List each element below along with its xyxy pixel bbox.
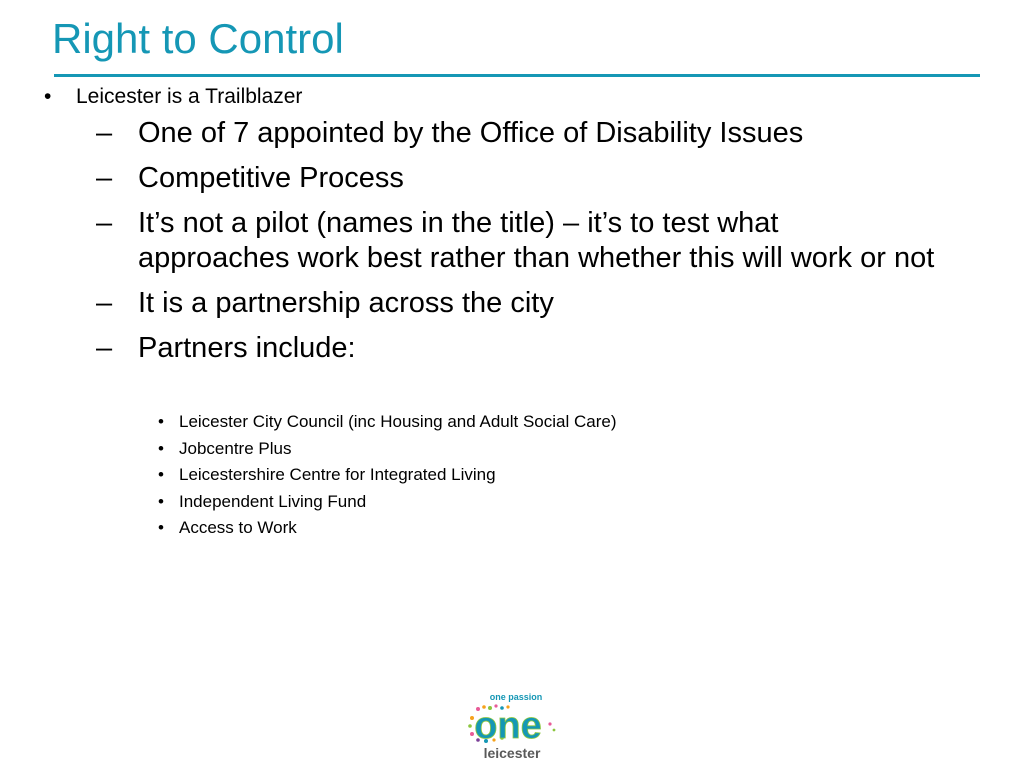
- dash-marker: –: [96, 287, 113, 319]
- bullet-marker: •: [158, 412, 164, 431]
- sub-point-text: It’s not a pilot (names in the title) – it’s to test what approaches work best rather than whether this will work or not: [138, 207, 935, 274]
- logo-city: leicester: [483, 745, 541, 761]
- dash-marker: –: [96, 117, 113, 149]
- sub-point-text: It is a partnership across the city: [138, 287, 554, 319]
- dash-marker: –: [96, 332, 113, 364]
- partner-item: [0, 516, 1024, 540]
- sub-point: [0, 161, 1024, 196]
- partner-item: [0, 490, 1024, 514]
- slide-title: Right to Control: [52, 15, 344, 62]
- logo-word: one: [474, 705, 542, 747]
- partner-text: Jobcentre Plus: [179, 438, 292, 458]
- partner-text: Leicester City Council (inc Housing and Adult Social Care): [179, 412, 617, 431]
- logo-tagline: one passion: [489, 692, 543, 702]
- partner-text: Access to Work: [179, 518, 297, 537]
- partner-item: [0, 410, 1024, 434]
- sub-point-text: Competitive Process: [138, 162, 404, 194]
- partner-item: [0, 463, 1024, 487]
- partner-item: [0, 437, 1024, 461]
- bullet-marker: •: [158, 491, 164, 511]
- main-bullet-text: Leicester is a Trailblazer: [76, 85, 303, 108]
- dash-marker: –: [96, 207, 113, 239]
- partner-text: Independent Living Fund: [179, 491, 367, 511]
- title-divider: [54, 74, 980, 77]
- bullet-marker: •: [44, 85, 52, 108]
- partner-list: [0, 410, 1024, 543]
- bullet-marker: •: [158, 518, 164, 537]
- sub-point: [0, 116, 1024, 151]
- sub-point: [0, 286, 1024, 321]
- sub-point: [0, 331, 1024, 366]
- sub-point-text: One of 7 appointed by the Office of Disability Issues: [138, 117, 804, 149]
- partner-text: Leicestershire Centre for Integrated Living: [179, 465, 496, 484]
- one-leicester-logo: [458, 688, 562, 764]
- bullet-marker: •: [158, 465, 164, 484]
- sub-point-text: Partners include:: [138, 332, 356, 364]
- dash-marker: –: [96, 162, 113, 194]
- bullet-marker: •: [158, 438, 164, 458]
- sub-point: [0, 206, 1024, 276]
- sub-point-list: [0, 116, 1024, 376]
